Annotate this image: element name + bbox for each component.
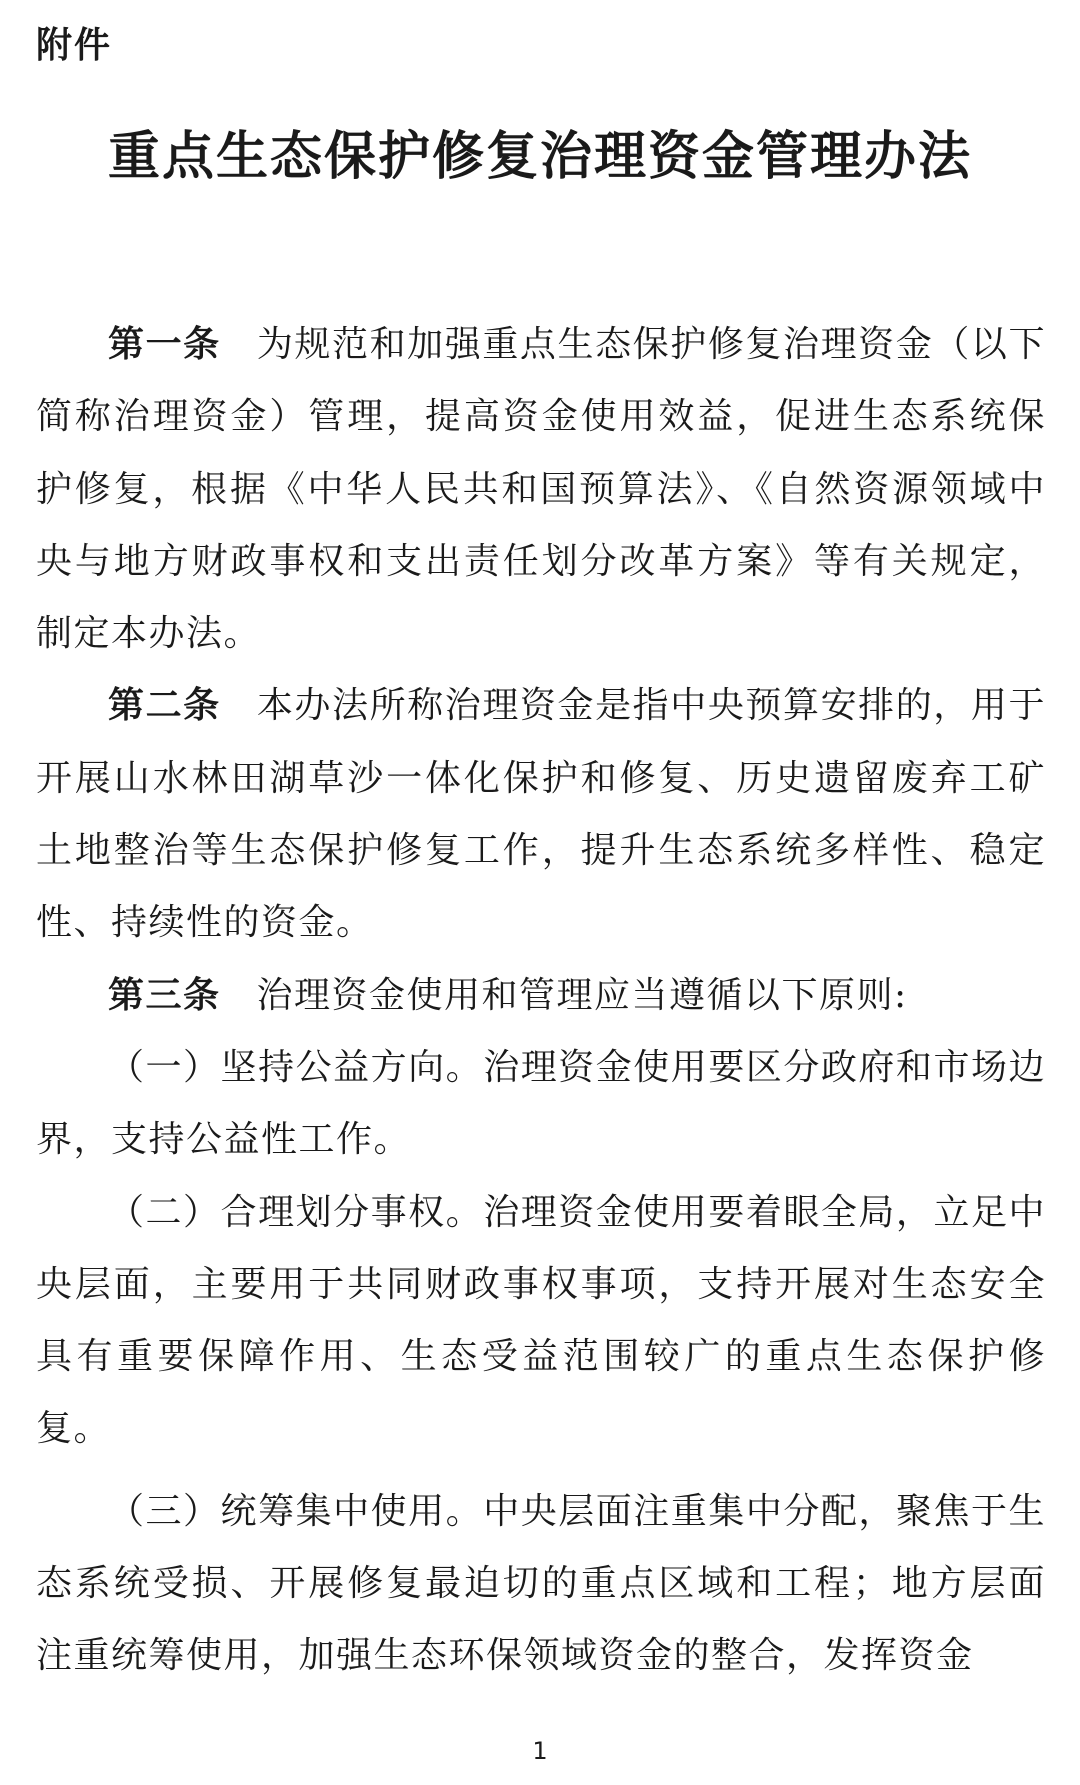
article-text: 为规范和加强重点生态保护修复治理资金（以下简称治理资金）管理，提高资金使用效益，促进生态系统保护修复，根据《中华人民共和国预算法》、《自然资源领域中央与地方财政事权和支出责任划分改革方案》等有关规定，制定本办法。 bbox=[36, 324, 1046, 655]
document-body bbox=[36, 309, 1046, 1693]
article-3 bbox=[36, 960, 1046, 1032]
article-text: 本办法所称治理资金是指中央预算安排的，用于开展山水林田湖草沙一体化保护和修复、历史遗留废弃工矿土地整治等生态保护修复工作，提升生态系统多样性、稳定性、持续性的资金。 bbox=[36, 685, 1046, 944]
article-label: 第二条 bbox=[108, 685, 221, 727]
document-title: 重点生态保护修复治理资金管理办法 bbox=[107, 127, 972, 187]
attachment-label: 附件 bbox=[36, 25, 113, 66]
principle-1: （一）坚持公益方向。治理资金使用要区分政府和市场边界，支持公益性工作。 bbox=[36, 1046, 1046, 1161]
page-number: 1 bbox=[532, 1737, 548, 1765]
principle-2: （二）合理划分事权。治理资金使用要着眼全局，立足中央层面，主要用于共同财政事权事项，支持开展对生态安全具有重要保障作用、生态受益范围较广的重点生态保护修复。 bbox=[36, 1191, 1046, 1450]
article-label: 第一条 bbox=[108, 324, 221, 365]
article-2 bbox=[36, 670, 1046, 959]
principle-3: （三）统筹集中使用。中央层面注重集中分配，聚焦于生态系统受损、开展修复最迫切的重点区域和工程；地方层面注重统筹使用，加强生态环保领域资金的整合，发挥资金 bbox=[36, 1490, 1046, 1677]
article-label: 第三条 bbox=[108, 974, 221, 1016]
article-1 bbox=[36, 309, 1046, 670]
article-text: 治理资金使用和管理应当遵循以下原则: bbox=[256, 974, 908, 1016]
